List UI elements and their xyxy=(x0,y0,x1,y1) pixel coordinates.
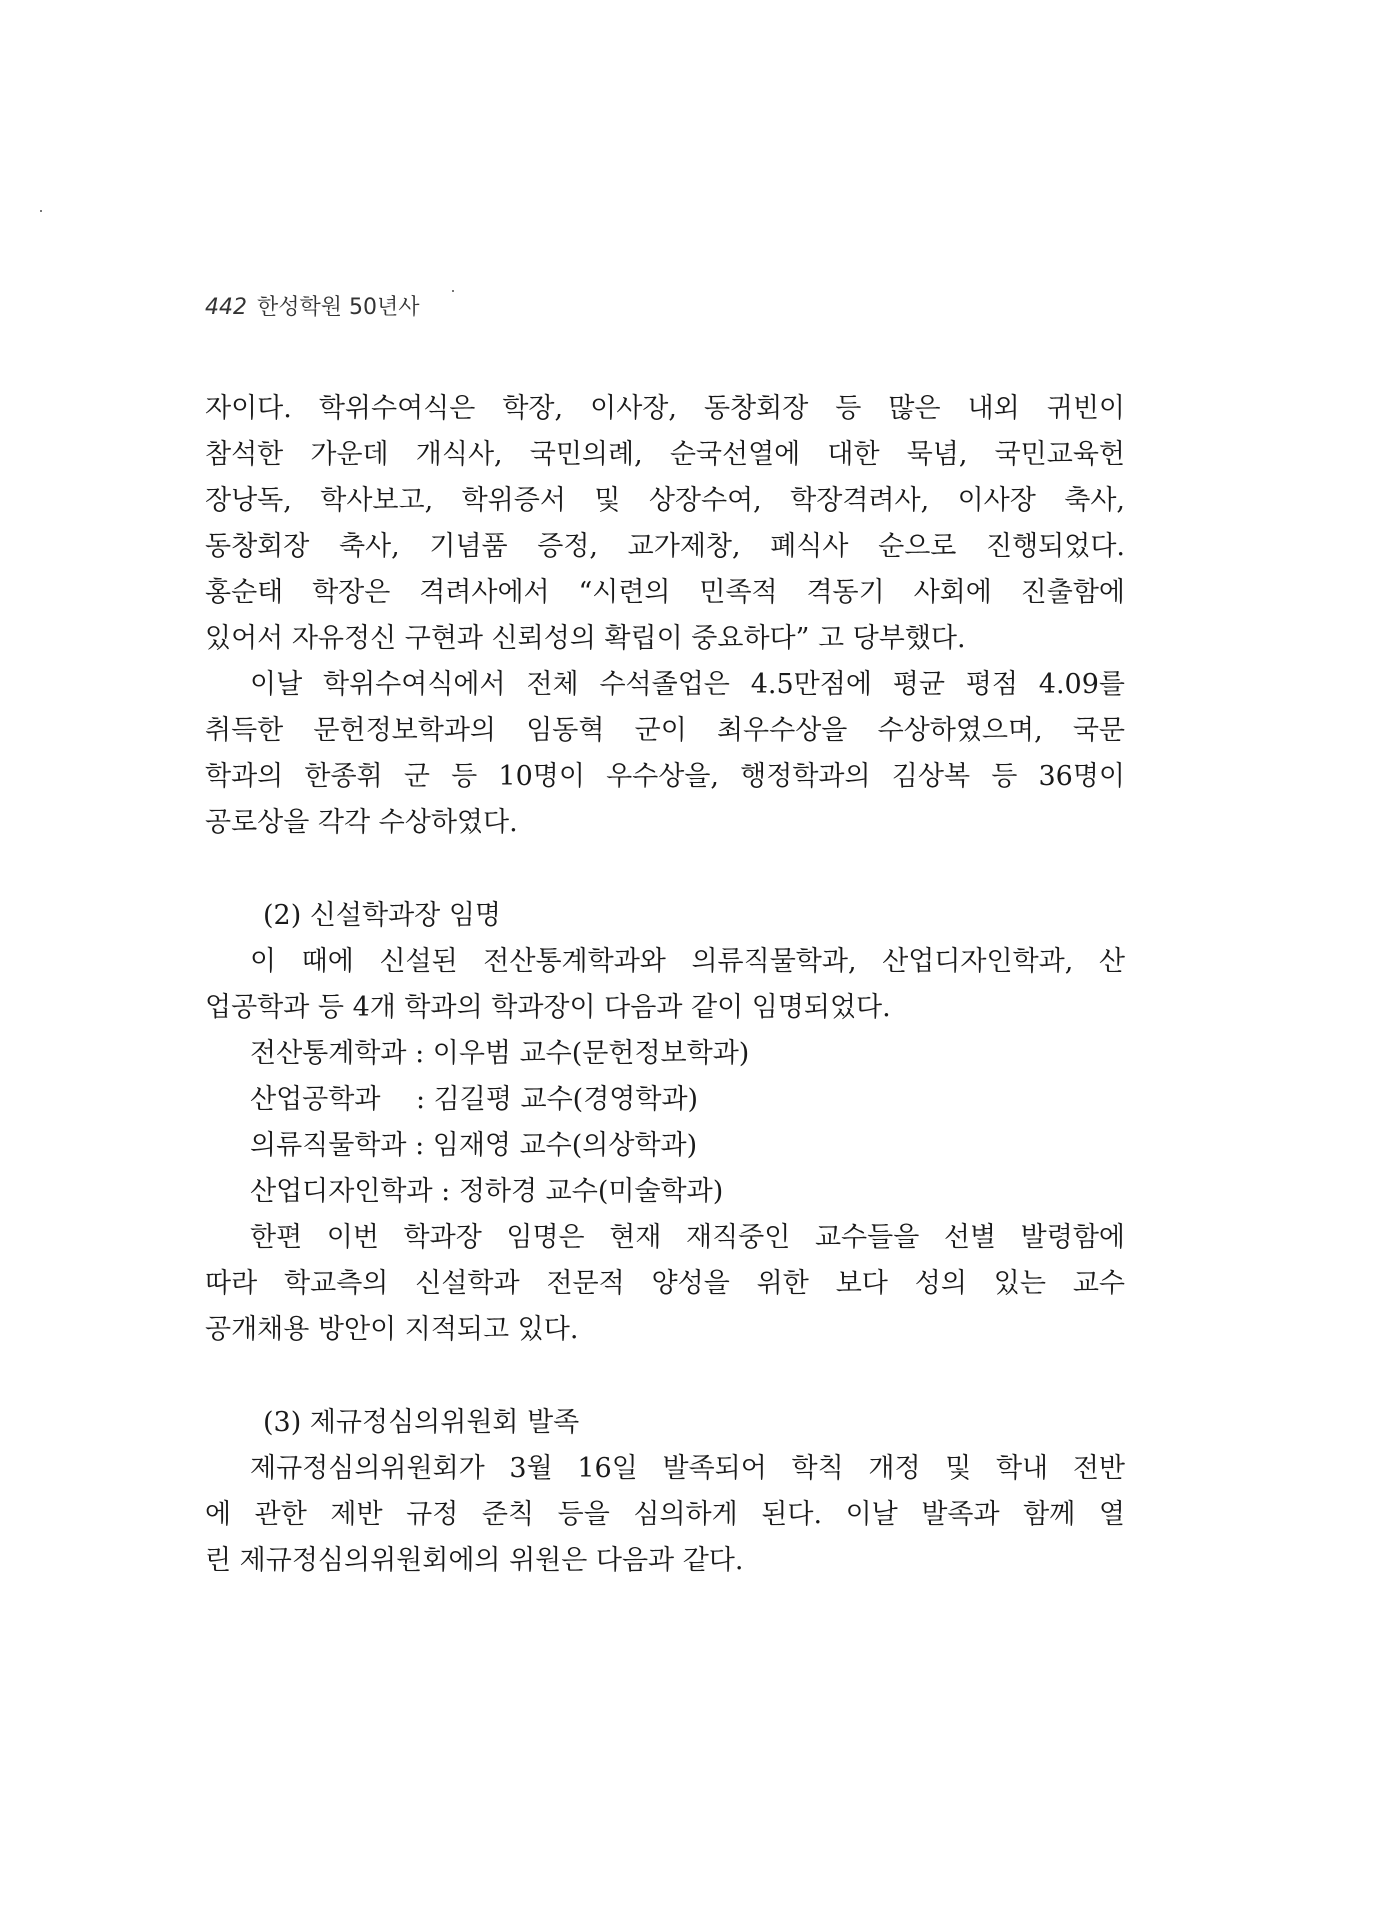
body-text xyxy=(205,386,1125,1584)
scan-speck xyxy=(452,290,454,292)
text-line: 에 관한 제반 규정 준칙 등을 심의하게 된다. 이날 발족과 함께 열 xyxy=(205,1499,1125,1530)
text-line: 한편 이번 학과장 임명은 현재 재직중인 교수들을 선별 발령함에 xyxy=(250,1222,1125,1253)
text-line: 장낭독, 학사보고, 학위증서 및 상장수여, 학장격려사, 이사장 축사, xyxy=(205,485,1125,516)
text-line: 공개채용 방안이 지적되고 있다. xyxy=(205,1314,579,1345)
text-line: 업공학과 등 4개 학과의 학과장이 다음과 같이 임명되었다. xyxy=(205,992,891,1023)
text-line: 동창회장 축사, 기념품 증정, 교가제창, 폐식사 순으로 진행되었다. xyxy=(205,531,1125,562)
appointment-item: 산업디자인학과 : 정하경 교수(미술학과) xyxy=(250,1176,724,1207)
text-line: 있어서 자유정신 구현과 신뢰성의 확립이 중요하다” 고 당부했다. xyxy=(205,623,966,654)
appointment-item: 의류직물학과 : 임재영 교수(의상학과) xyxy=(250,1130,698,1161)
page-number: 442 xyxy=(205,295,247,320)
text-line: 자이다. 학위수여식은 학장, 이사장, 동창회장 등 많은 내외 귀빈이 xyxy=(205,393,1125,424)
text-line: 이 때에 신설된 전산통계학과와 의류직물학과, 산업디자인학과, 산 xyxy=(250,946,1125,977)
section-heading: (2) 신설학과장 임명 xyxy=(263,900,501,931)
appointment-item: 산업공학과 : 김길평 교수(경영학과) xyxy=(250,1084,699,1115)
text-line: 이날 학위수여식에서 전체 수석졸업은 4.5만점에 평균 평점 4.09를 xyxy=(250,669,1125,700)
running-header xyxy=(205,290,420,321)
text-line: 홍순태 학장은 격려사에서 “시련의 민족적 격동기 사회에 진출함에 xyxy=(205,577,1125,608)
appointment-item: 전산통계학과 : 이우범 교수(문헌정보학과) xyxy=(250,1038,750,1069)
section-heading: (3) 제규정심의위원회 발족 xyxy=(263,1407,580,1438)
book-title: 한성학원 50년사 xyxy=(257,295,420,320)
text-line: 제규정심의위원회가 3월 16일 발족되어 학칙 개정 및 학내 전반 xyxy=(250,1453,1125,1484)
text-line: 린 제규정심의위원회에의 위원은 다음과 같다. xyxy=(205,1545,744,1576)
text-line: 학과의 한종휘 군 등 10명이 우수상을, 행정학과의 김상복 등 36명이 xyxy=(205,761,1125,792)
text-line: 따라 학교측의 신설학과 전문적 양성을 위한 보다 성의 있는 교수 xyxy=(205,1268,1125,1299)
scan-speck xyxy=(40,210,42,212)
text-line: 참석한 가운데 개식사, 국민의례, 순국선열에 대한 묵념, 국민교육헌 xyxy=(205,439,1125,470)
text-line: 공로상을 각각 수상하였다. xyxy=(205,807,518,838)
text-line: 취득한 문헌정보학과의 임동혁 군이 최우수상을 수상하였으며, 국문 xyxy=(205,715,1125,746)
